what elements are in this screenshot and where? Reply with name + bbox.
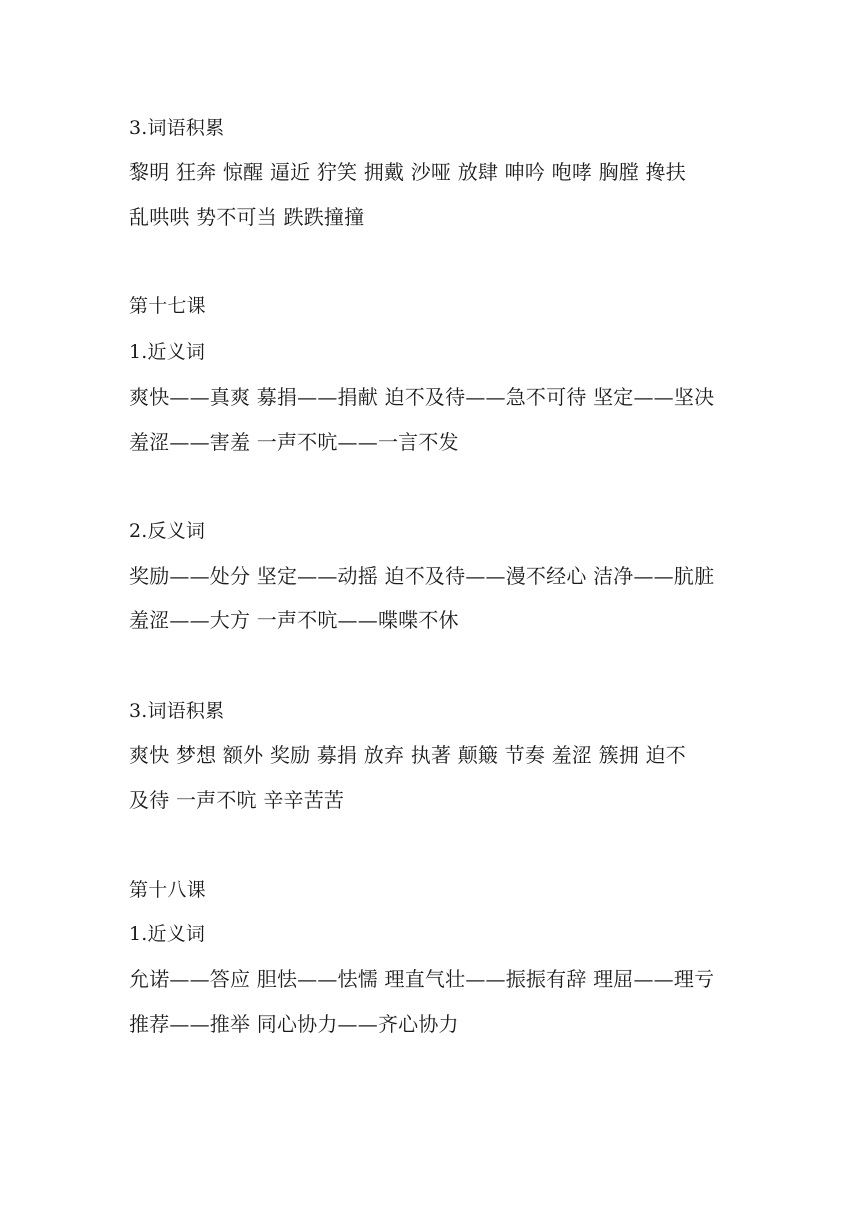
lesson-title-18: 第十八课: [129, 879, 206, 901]
word-list-line: 及待 一声不吭 辛辛苦苦: [129, 788, 345, 812]
section-heading-synonyms: 1.近义词: [129, 923, 206, 945]
section-heading-synonyms: 1.近义词: [129, 341, 206, 363]
word-list-line: 乱哄哄 势不可当 跌跌撞撞: [129, 205, 365, 229]
word-pair-line: 允诺——答应 胆怯——怯懦 理直气壮——振振有辞 理屈——理亏: [129, 967, 715, 991]
section-heading-vocabulary: 3.词语积累: [129, 700, 225, 722]
word-pair-line: 羞涩——大方 一声不吭——喋喋不休: [129, 608, 459, 632]
word-pair-line: 羞涩——害羞 一声不吭——一言不发: [129, 430, 459, 454]
word-pair-line: 奖励——处分 坚定——动摇 迫不及待——漫不经心 洁净——肮脏: [129, 564, 715, 588]
section-heading-vocabulary: 3.词语积累: [129, 117, 225, 139]
word-list-line: 爽快 梦想 额外 奖励 募捐 放弃 执著 颠簸 节奏 羞涩 簇拥 迫不: [129, 743, 686, 767]
word-list-line: 黎明 狂奔 惊醒 逼近 狞笑 拥戴 沙哑 放肆 呻吟 咆哮 胸膛 搀扶: [129, 160, 686, 184]
word-pair-line: 爽快——真爽 募捐——捐献 迫不及待——急不可待 坚定——坚决: [129, 385, 715, 409]
word-pair-line: 推荐——推举 同心协力——齐心协力: [129, 1012, 459, 1036]
section-heading-antonyms: 2.反义词: [129, 520, 206, 542]
lesson-title-17: 第十七课: [129, 295, 206, 317]
